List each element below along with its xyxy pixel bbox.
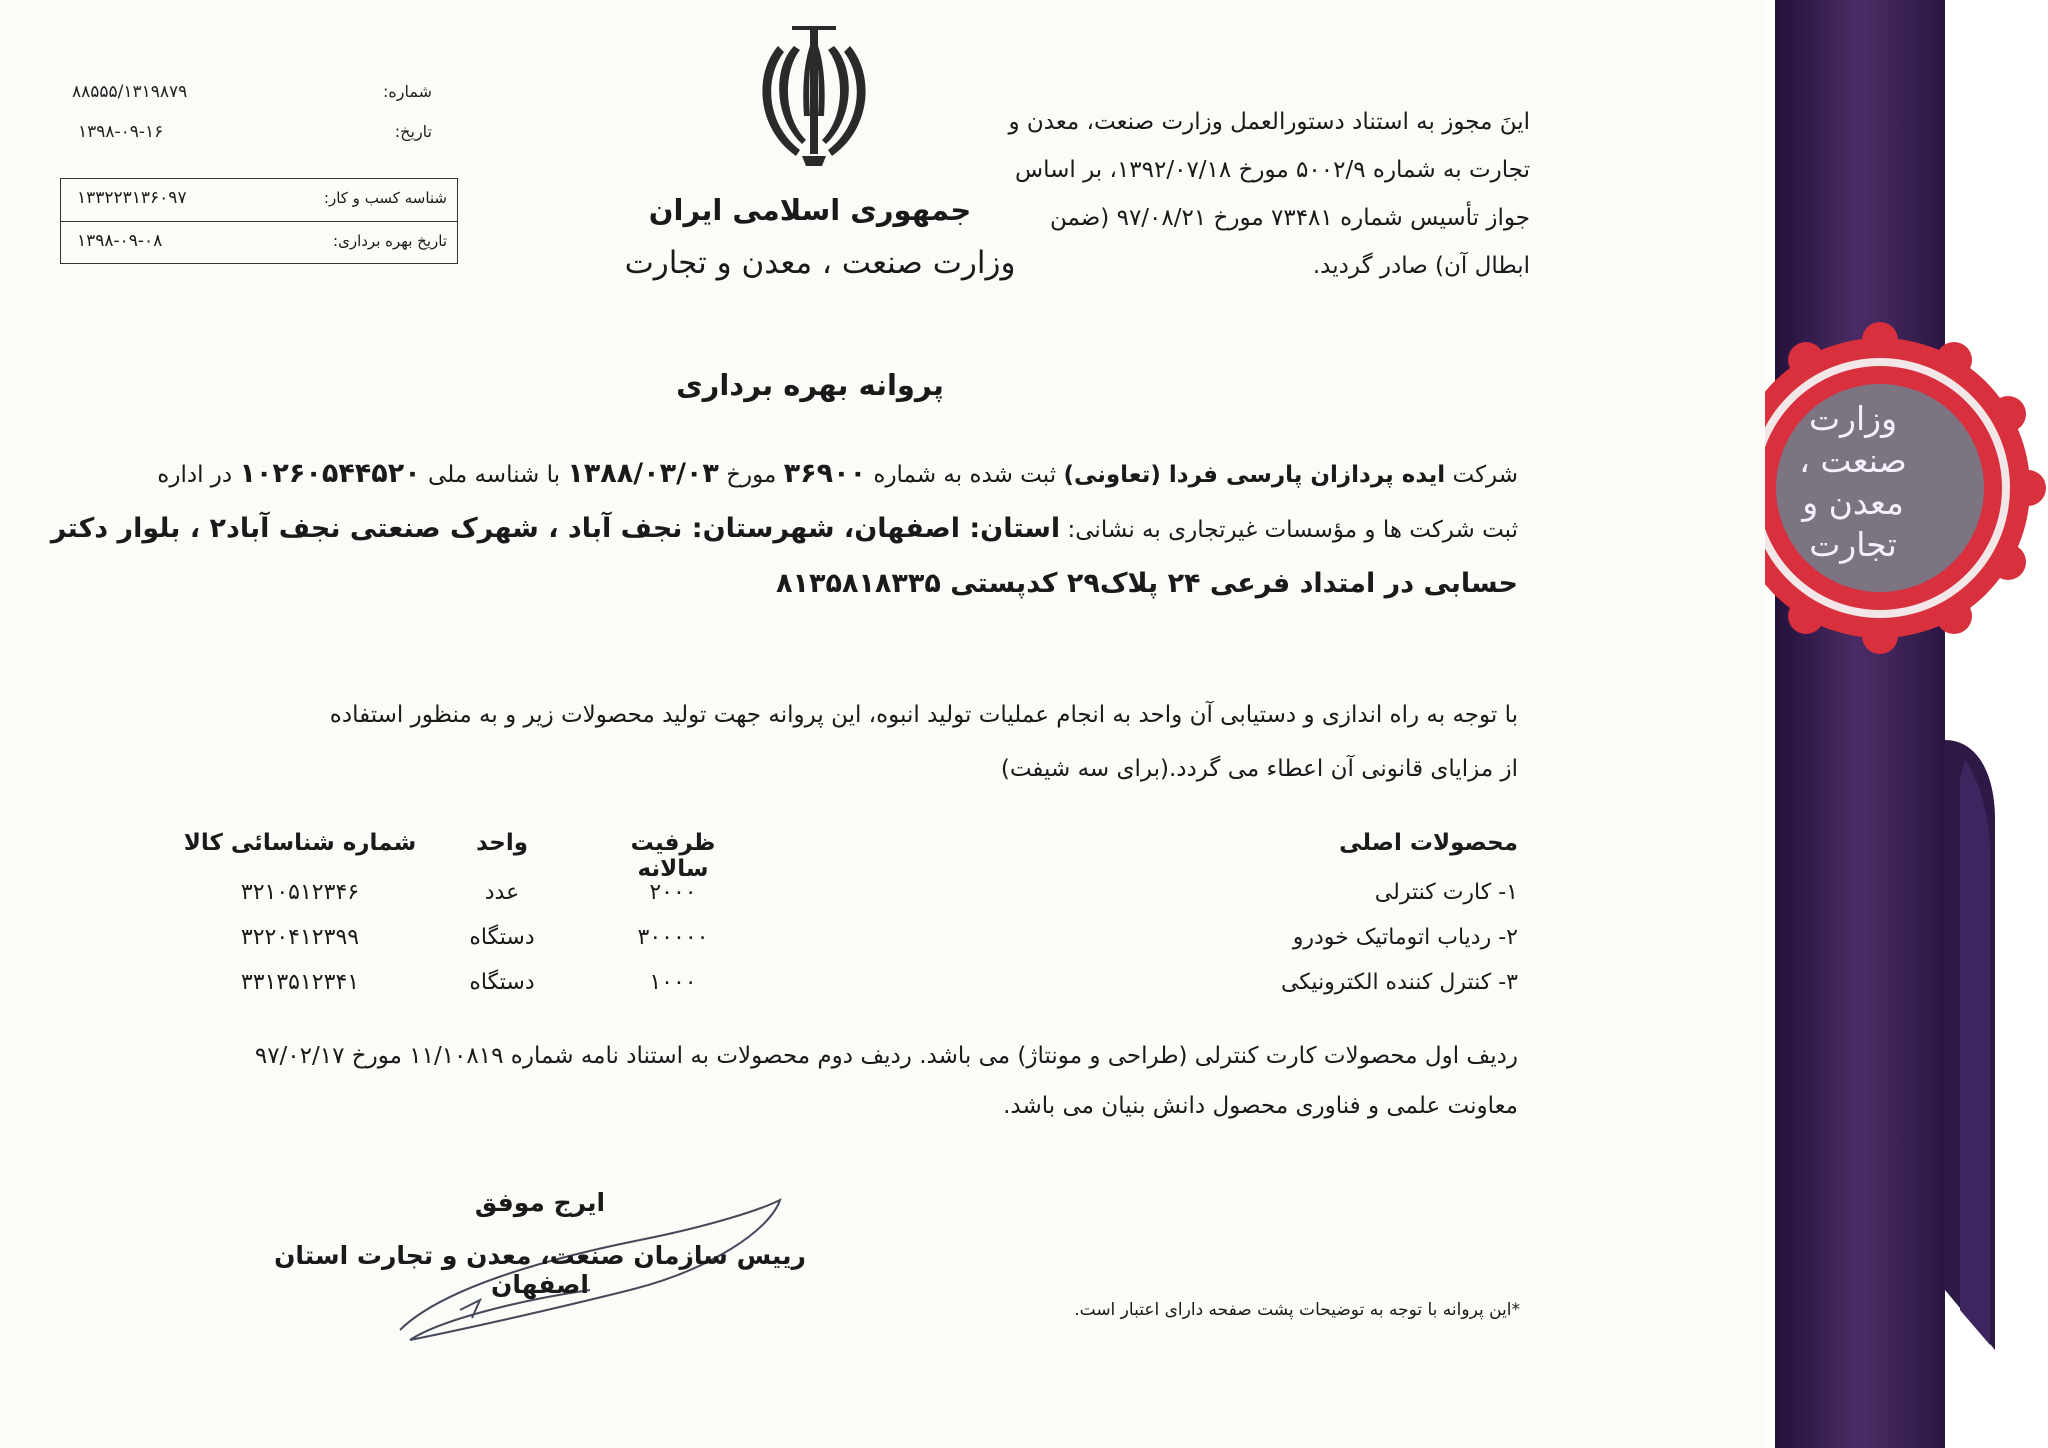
header-unit: واحد [475,830,529,856]
product-code: ۳۳۱۳۵۱۲۳۴۱ [240,970,360,995]
reg-text: ثبت شده به شماره [873,462,1057,488]
business-id-label: شناسه کسب و کار: [323,189,447,207]
header-code: شماره شناسائی کالا [183,830,417,856]
company-line-2 [50,513,1518,544]
product-name: ۲- ردیاب اتوماتیک خودرو [1292,925,1518,950]
product-unit: دستگاه [469,925,535,950]
national-id-text: با شناسه ملی [428,462,561,488]
company-line-1 [158,458,1518,489]
document-title: پروانه بهره برداری [676,368,944,402]
product-name: ۱- کارت کنترلی [1374,880,1518,905]
reg-date: ۱۳۸۸/۰۳/۰۳ [567,458,719,489]
date-label: تاریخ: [394,122,432,141]
address-part-2: حسابی در امتداد فرعی ۲۴ پلاک۲۹ کدپستی ۸۱۳۵۸۱۸۳۳۵ [776,568,1518,599]
number-value: ۸۸۵۵۵/۱۳۱۹۸۷۹ [72,82,188,102]
iran-emblem-icon [752,16,876,172]
country-name: جمهوری اسلامی ایران [648,193,972,227]
address-intro: ثبت شرکت ها و مؤسسات غیرتجاری به نشانی: [1067,517,1518,543]
registration-box [60,178,458,264]
dated-text: مورخ [726,462,777,488]
product-name: ۳- کنترل کننده الکترونیکی [1280,970,1518,995]
issue-note-line: تجارت به شماره ۵۰۰۲/۹ مورخ ۱۳۹۲/۰۷/۱۸، بر اساس [1015,157,1530,183]
issue-note-line: جواز تأسیس شماره ۷۳۴۸۱ مورخ ۹۷/۰۸/۲۱ (ضمن [1049,205,1530,231]
seal-line: تجارت [1809,525,1897,564]
signatory-title: رییس سازمان صنعت، معدن و تجارت استان اصفهان [274,1241,806,1299]
product-unit: دستگاه [469,970,535,995]
company-name: ایده پردازان پارسی فردا (تعاونی) [1063,462,1446,488]
office-text: در اداره [157,462,233,488]
product-code: ۳۲۱۰۵۱۲۳۴۶ [240,880,360,905]
issue-note-line: اینَ مجوز به استناد دستورالعمل وزارت صنعت، معدن و [1008,109,1530,135]
footnote: *این پروانه با توجه به توضیحات پشت صفحه دارای اعتبار است. [1074,1300,1520,1320]
statement-line-2: از مزایای قانونی آن اعطاء می گردد.(برای سه شیفت) [1000,756,1518,782]
exploitation-date-label: تاریخ بهره برداری: [333,232,447,250]
product-code: ۳۲۲۰۴۱۲۳۹۹ [240,925,360,950]
business-id-row [61,179,457,220]
address-part-1: استان: اصفهان، شهرستان: نجف آباد ، شهرک صنعتی نجف آباد۲ ، بلوار دکتر [50,513,1061,544]
product-unit: عدد [484,880,520,905]
reg-number: ۳۶۹۰۰ [783,458,867,489]
seal-text [1740,398,1966,566]
statement-line-1: با توجه به راه اندازی و دستیابی آن واحد به انجام عملیات تولید انبوه، این پروانه جهت تولید محصولات زیر و به منظور استفاده [329,702,1518,728]
company-prefix: شرکت [1452,462,1518,488]
seal-line: وزارت [1808,399,1898,438]
business-id-value: ۱۳۳۲۲۳۱۳۶۰۹۷ [77,188,187,208]
header-product: محصولات اصلی [1339,830,1518,856]
issue-note [990,98,1530,290]
note-line-1: ردیف اول محصولات کارت کنترلی (طراحی و مونتاژ) می باشد. ردیف دوم محصولات به استناد نامه شماره ۱۱/۱۰۸۱۹ مورخ ۹۷/۰۲/۱۷ [254,1043,1518,1069]
ministry-name: وزارت صنعت ، معدن و تجارت [624,245,1016,281]
number-label: شماره: [382,82,432,101]
exploitation-date-row [61,221,457,263]
national-id: ۱۰۲۶۰۵۴۴۵۲۰ [239,458,421,489]
note-line-2: معاونت علمی و فناوری محصول دانش بنیان می باشد. [1003,1093,1518,1119]
date-value: ۱۳۹۸-۰۹-۱۶ [78,122,164,142]
product-capacity: ۲۰۰۰ [649,880,697,905]
company-line-3 [158,568,1518,599]
header-capacity: ظرفیت سالانه [630,830,716,882]
product-capacity: ۱۰۰۰ [649,970,697,995]
seal-line: معدن و [1802,483,1904,522]
signatory-name: ایرج موفق [474,1188,606,1217]
decorative-ribbon [1765,0,2048,1448]
exploitation-date-value: ۱۳۹۸-۰۹-۰۸ [77,231,163,251]
issue-note-line: ابطال آن) صادر گردید. [1312,253,1530,279]
product-capacity: ۳۰۰۰۰۰ [637,925,709,950]
seal-line: صنعت ، [1799,441,1907,480]
